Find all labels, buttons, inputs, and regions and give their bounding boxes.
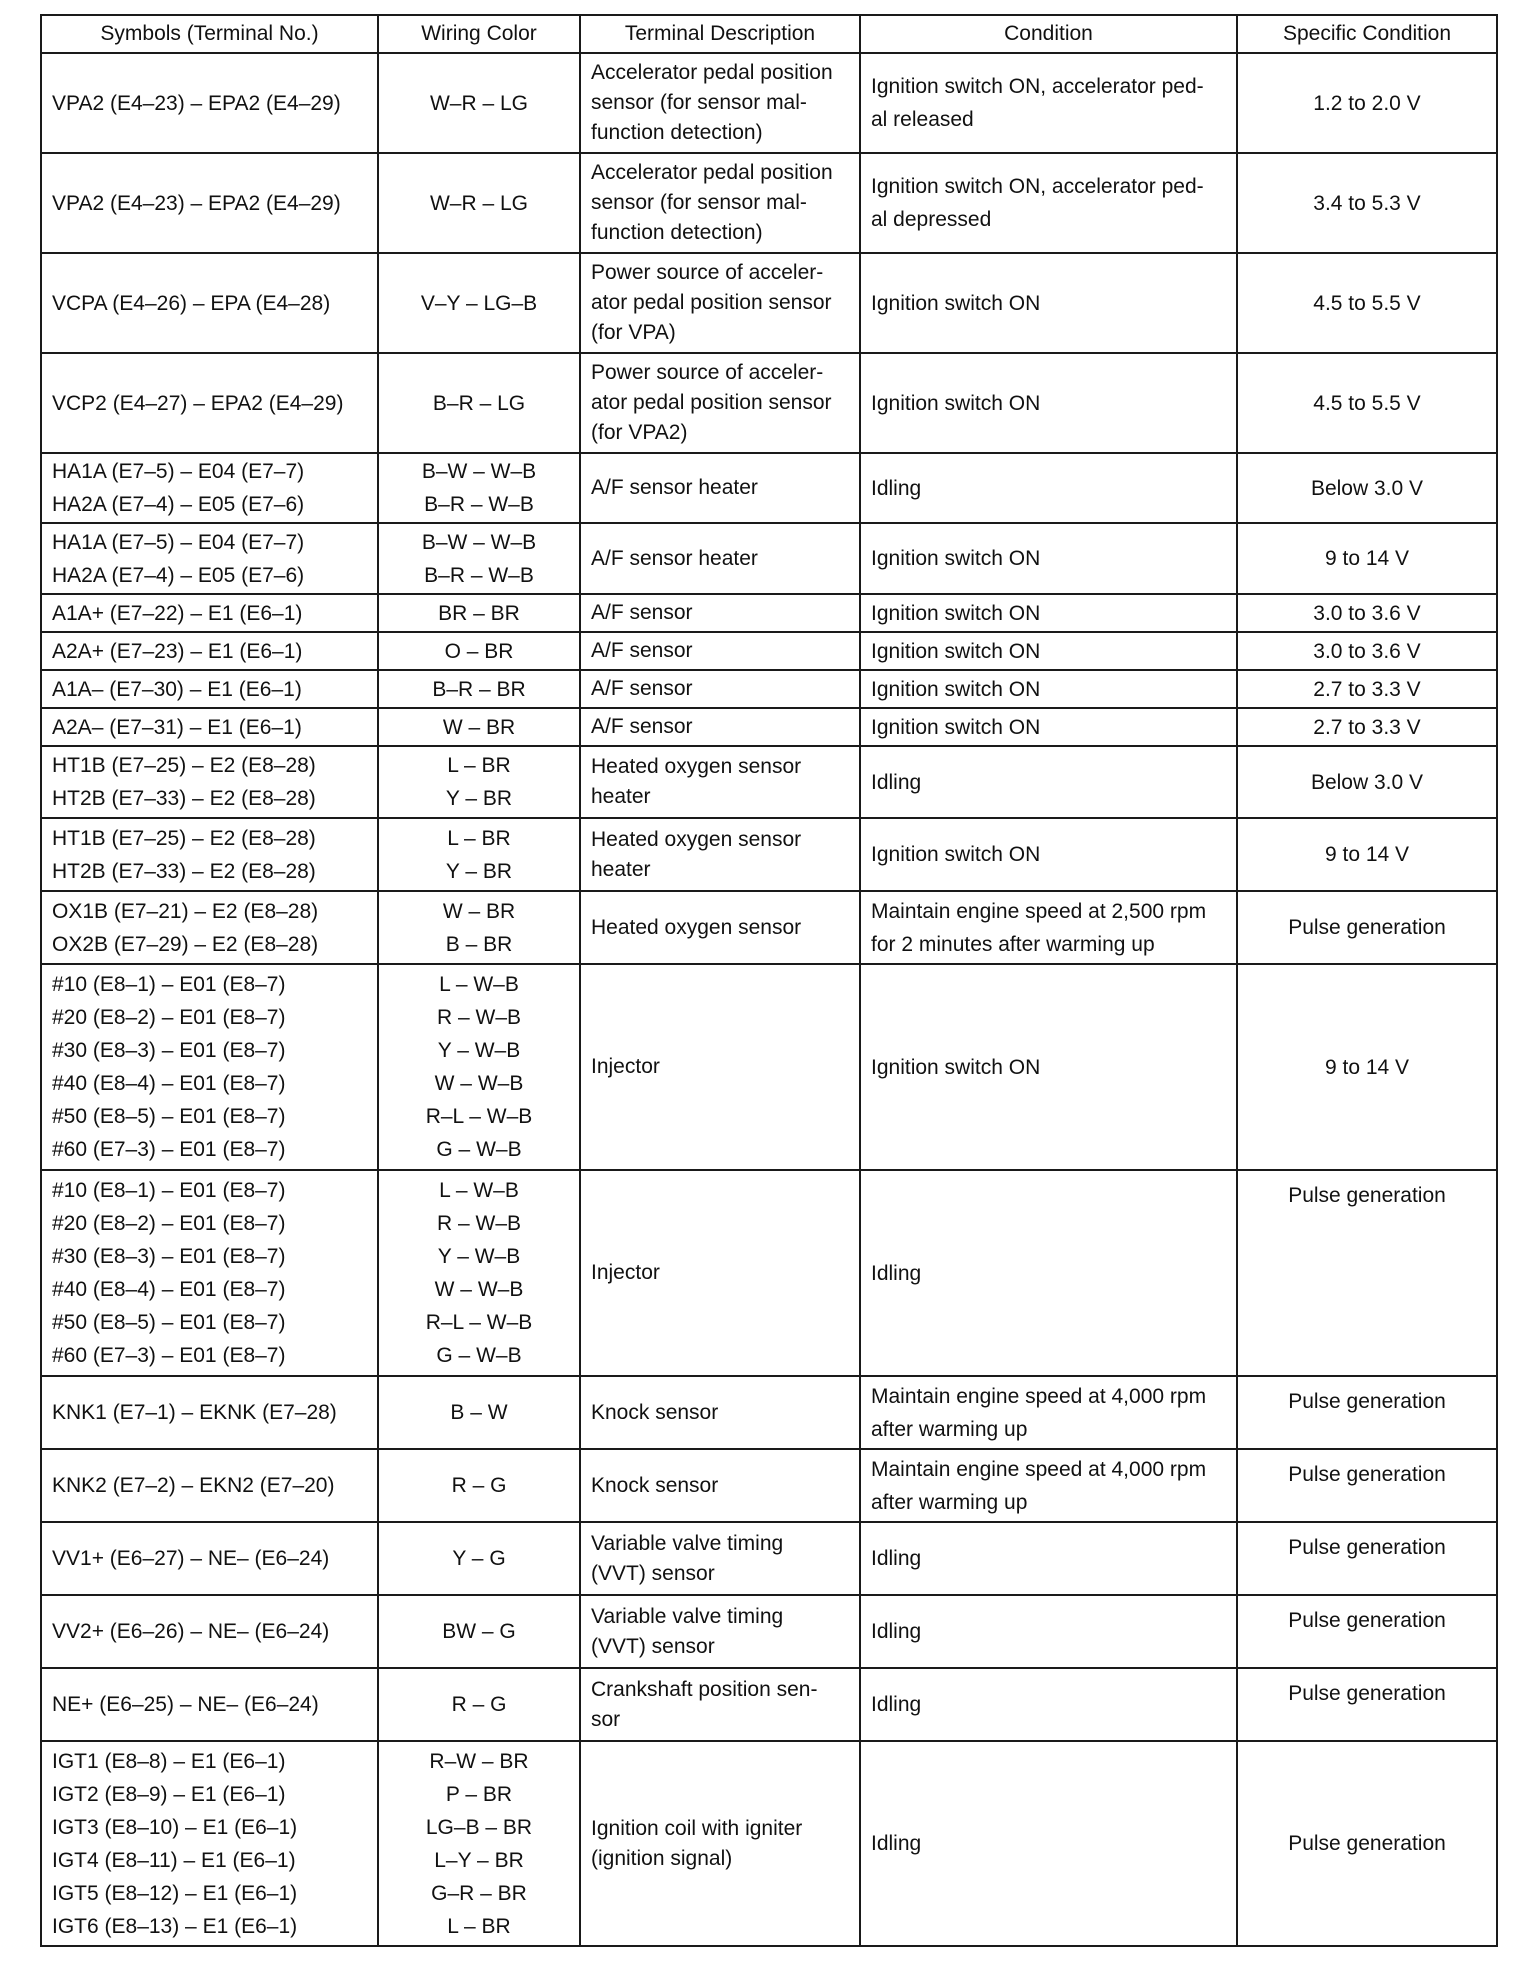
- terminal-description-line: (VVT) sensor: [591, 1561, 715, 1585]
- table-row: [41, 1741, 1497, 1946]
- symbol-line: #50 (E8–5) – E01 (E8–7): [52, 1311, 286, 1334]
- terminal-description-cell: [580, 632, 860, 670]
- wiring-color-cell: [378, 964, 580, 1170]
- terminal-description-line: A/F sensor heater: [591, 476, 758, 499]
- wiring-color-line: B–R – LG: [432, 391, 526, 415]
- specific-condition-line: 3.0 to 3.6 V: [1313, 601, 1421, 625]
- specific-condition-cell: [1237, 891, 1497, 964]
- wiring-color-cell: [378, 1170, 580, 1376]
- condition-cell: [860, 708, 1237, 746]
- specific-condition-cell: [1237, 1668, 1497, 1741]
- header-condition: Condition: [860, 15, 1237, 53]
- table-header-row: [41, 15, 1497, 53]
- symbol-line: HT2B (E7–33) – E2 (E8–28): [52, 859, 316, 883]
- wiring-color-cell: [378, 1449, 580, 1522]
- symbol-line: #20 (E8–2) – E01 (E8–7): [52, 1212, 286, 1235]
- specific-condition-cell: [1237, 1170, 1497, 1376]
- terminal-description-line: function detection): [591, 121, 763, 144]
- symbol-line: #10 (E8–1) – E01 (E8–7): [52, 973, 286, 996]
- wiring-color-line: L – W–B: [439, 1179, 519, 1202]
- symbol-line: IGT3 (E8–10) – E1 (E6–1): [52, 1815, 298, 1839]
- wiring-color-line: LG–B – BR: [425, 1815, 533, 1839]
- wiring-color-cell: [378, 353, 580, 453]
- terminal-description-line: ator pedal position sensor: [591, 391, 832, 414]
- specific-condition-cell: [1237, 53, 1497, 153]
- terminal-description-cell: [580, 708, 860, 746]
- wiring-color-line: B–R – W–B: [424, 493, 534, 516]
- symbol-cell: [41, 1522, 378, 1595]
- specific-condition-cell: [1237, 708, 1497, 746]
- symbol-cell: [41, 670, 378, 708]
- symbol-line: KNK2 (E7–2) – EKN2 (E7–20): [52, 1474, 335, 1497]
- table-row: [41, 746, 1497, 818]
- terminal-description-line: heater: [591, 857, 651, 881]
- condition-cell: [860, 1376, 1237, 1449]
- symbol-line: #50 (E8–5) – E01 (E8–7): [52, 1105, 286, 1128]
- wiring-color-line: Y – G: [452, 1547, 506, 1570]
- table-row: [41, 153, 1497, 253]
- terminal-description-line: Power source of acceler-: [591, 261, 824, 284]
- symbol-cell: [41, 523, 378, 594]
- symbol-cell: [41, 594, 378, 632]
- symbol-cell: [41, 891, 378, 964]
- symbol-cell: [41, 453, 378, 523]
- table-row: [41, 891, 1497, 964]
- specific-condition-cell: [1237, 670, 1497, 708]
- terminal-description-cell: [580, 594, 860, 632]
- symbol-line: KNK1 (E7–1) – EKNK (E7–28): [52, 1401, 337, 1424]
- symbol-line: IGT2 (E8–9) – E1 (E6–1): [52, 1782, 286, 1806]
- table-row: [41, 818, 1497, 891]
- terminal-description-cell: [580, 153, 860, 253]
- condition-line: al released: [871, 108, 974, 131]
- table-row: [41, 1376, 1497, 1449]
- table-body: [41, 53, 1497, 1946]
- condition-cell: [860, 523, 1237, 594]
- symbol-cell: [41, 746, 378, 818]
- condition-cell: [860, 746, 1237, 818]
- terminal-description-line: Injector: [591, 1261, 660, 1284]
- terminal-description-cell: [580, 523, 860, 594]
- terminal-description-line: Crankshaft position sen-: [591, 1677, 818, 1701]
- symbol-line: HA1A (E7–5) – E04 (E7–7): [52, 530, 305, 554]
- symbol-line: A2A– (E7–31) – E1 (E6–1): [52, 715, 302, 739]
- condition-line: Maintain engine speed at 4,000 rpm: [871, 1384, 1207, 1408]
- terminal-description-line: Heated oxygen sensor: [591, 755, 802, 778]
- condition-line: al depressed: [871, 208, 992, 231]
- specific-condition-line: 4.5 to 5.5 V: [1313, 291, 1421, 315]
- condition-cell: [860, 964, 1237, 1170]
- symbol-cell: [41, 1170, 378, 1376]
- specific-condition-cell: [1237, 632, 1497, 670]
- table-row: [41, 53, 1497, 153]
- condition-line: Ignition switch ON: [871, 391, 1041, 415]
- wiring-color-line: BR – BR: [438, 601, 520, 625]
- symbol-line: IGT4 (E8–11) – E1 (E6–1): [52, 1848, 296, 1872]
- wiring-color-line: G – W–B: [436, 1138, 522, 1161]
- condition-line: Ignition switch ON, accelerator ped-: [871, 175, 1204, 198]
- terminal-description-cell: [580, 53, 860, 153]
- wiring-color-line: BW – G: [442, 1620, 516, 1643]
- terminal-description-line: Heated oxygen sensor: [591, 827, 802, 851]
- terminal-table-container: [40, 14, 1496, 1947]
- specific-condition-line: 2.7 to 3.3 V: [1313, 677, 1421, 701]
- wiring-color-line: Y – W–B: [437, 1039, 521, 1062]
- condition-cell: [860, 53, 1237, 153]
- specific-condition-cell: [1237, 1595, 1497, 1668]
- terminal-description-line: (ignition signal): [591, 1846, 733, 1870]
- specific-condition-line: 3.0 to 3.6 V: [1313, 639, 1421, 663]
- wiring-color-cell: [378, 523, 580, 594]
- symbol-line: #30 (E8–3) – E01 (E8–7): [52, 1245, 286, 1268]
- symbol-line: #20 (E8–2) – E01 (E8–7): [52, 1006, 286, 1029]
- specific-condition-line: 9 to 14 V: [1324, 547, 1410, 570]
- symbol-line: HT2B (E7–33) – E2 (E8–28): [52, 787, 316, 810]
- symbol-line: HT1B (E7–25) – E2 (E8–28): [52, 754, 316, 777]
- wiring-color-cell: [378, 1668, 580, 1741]
- terminal-description-cell: [580, 1170, 860, 1376]
- specific-condition-line: Pulse generation: [1288, 916, 1446, 939]
- wiring-color-cell: [378, 818, 580, 891]
- wiring-color-line: R – G: [451, 1474, 507, 1497]
- table-row: [41, 632, 1497, 670]
- specific-condition-line: 1.2 to 2.0 V: [1313, 91, 1421, 115]
- terminal-description-line: sor: [591, 1707, 621, 1731]
- table-row: [41, 594, 1497, 632]
- symbol-line: #40 (E8–4) – E01 (E8–7): [52, 1278, 286, 1301]
- specific-condition-line: Below 3.0 V: [1310, 770, 1424, 794]
- symbol-line: HA1A (E7–5) – E04 (E7–7): [52, 460, 305, 483]
- wiring-color-line: Y – W–B: [437, 1245, 521, 1268]
- condition-cell: [860, 632, 1237, 670]
- wiring-color-line: W – BR: [442, 715, 516, 739]
- condition-cell: [860, 1522, 1237, 1595]
- wiring-color-cell: [378, 1522, 580, 1595]
- condition-cell: [860, 453, 1237, 523]
- wiring-color-cell: [378, 632, 580, 670]
- symbol-cell: [41, 53, 378, 153]
- condition-cell: [860, 1741, 1237, 1946]
- specific-condition-cell: [1237, 1376, 1497, 1449]
- symbol-line: VV1+ (E6–27) – NE– (E6–24): [52, 1547, 330, 1570]
- symbol-cell: [41, 353, 378, 453]
- symbol-cell: [41, 708, 378, 746]
- wiring-color-line: B – W: [450, 1401, 508, 1424]
- symbol-cell: [41, 1595, 378, 1668]
- symbol-line: #40 (E8–4) – E01 (E8–7): [52, 1072, 286, 1095]
- terminal-description-line: Variable valve timing: [591, 1604, 784, 1628]
- specific-condition-cell: [1237, 594, 1497, 632]
- symbol-line: #10 (E8–1) – E01 (E8–7): [52, 1179, 286, 1202]
- condition-cell: [860, 353, 1237, 453]
- specific-condition-cell: [1237, 1522, 1497, 1595]
- specific-condition-line: Pulse generation: [1288, 1536, 1446, 1559]
- specific-condition-line: Below 3.0 V: [1310, 476, 1424, 500]
- header-specific-condition: Specific Condition: [1237, 15, 1497, 53]
- table-row: [41, 1595, 1497, 1668]
- terminal-description-cell: [580, 353, 860, 453]
- wiring-color-line: B–R – W–B: [424, 563, 534, 587]
- symbol-line: A1A+ (E7–22) – E1 (E6–1): [52, 601, 303, 625]
- wiring-color-line: R – W–B: [436, 1006, 522, 1029]
- condition-line: Ignition switch ON, accelerator ped-: [871, 75, 1204, 98]
- terminal-description-line: (for VPA2): [591, 421, 688, 444]
- specific-condition-line: Pulse generation: [1288, 1832, 1446, 1855]
- symbol-cell: [41, 1741, 378, 1946]
- terminal-description-line: (VVT) sensor: [591, 1634, 715, 1658]
- condition-cell: [860, 153, 1237, 253]
- symbol-line: VPA2 (E4–23) – EPA2 (E4–29): [52, 91, 341, 115]
- terminal-description-line: Injector: [591, 1055, 660, 1078]
- terminal-description-line: A/F sensor: [591, 677, 693, 700]
- condition-cell: [860, 253, 1237, 353]
- terminal-description-line: A/F sensor heater: [591, 546, 758, 570]
- wiring-color-line: L – BR: [447, 1914, 511, 1938]
- terminal-description-cell: [580, 964, 860, 1170]
- condition-line: Idling: [871, 1620, 922, 1643]
- symbol-line: OX2B (E7–29) – E2 (E8–28): [52, 932, 319, 956]
- wiring-color-line: W – W–B: [434, 1278, 524, 1301]
- specific-condition-line: 3.4 to 5.3 V: [1313, 191, 1421, 215]
- wiring-color-cell: [378, 453, 580, 523]
- condition-line: Idling: [871, 1693, 922, 1716]
- terminal-description-cell: [580, 1449, 860, 1522]
- terminal-description-line: Knock sensor: [591, 1400, 719, 1424]
- specific-condition-line: 4.5 to 5.5 V: [1313, 391, 1421, 415]
- header-symbols: Symbols (Terminal No.): [41, 15, 378, 53]
- wiring-color-line: L–Y – BR: [434, 1848, 524, 1872]
- table-row: [41, 1668, 1497, 1741]
- terminal-description-cell: [580, 1741, 860, 1946]
- specific-condition-line: Pulse generation: [1288, 1390, 1446, 1413]
- condition-line: Idling: [871, 476, 922, 500]
- symbol-line: VCP2 (E4–27) – EPA2 (E4–29): [52, 391, 344, 415]
- terminal-description-cell: [580, 253, 860, 353]
- symbol-line: IGT6 (E8–13) – E1 (E6–1): [52, 1914, 298, 1938]
- condition-line: Ignition switch ON: [871, 1055, 1041, 1079]
- condition-line: for 2 minutes after warming up: [871, 932, 1155, 956]
- header-wiring-color: Wiring Color: [378, 15, 580, 53]
- wiring-color-cell: [378, 53, 580, 153]
- table-row: [41, 1170, 1497, 1376]
- wiring-color-line: R–W – BR: [429, 1749, 529, 1773]
- condition-cell: [860, 1595, 1237, 1668]
- terminal-description-line: Accelerator pedal position: [591, 61, 833, 84]
- symbol-cell: [41, 1668, 378, 1741]
- terminal-description-cell: [580, 1668, 860, 1741]
- wiring-color-line: R – W–B: [436, 1212, 522, 1235]
- wiring-color-line: B–W – W–B: [421, 530, 537, 554]
- condition-line: Ignition switch ON: [871, 601, 1041, 625]
- wiring-color-line: R–L – W–B: [425, 1311, 533, 1334]
- terminal-description-line: Knock sensor: [591, 1473, 719, 1497]
- condition-line: after warming up: [871, 1490, 1028, 1514]
- condition-cell: [860, 1170, 1237, 1376]
- wiring-color-line: L – W–B: [439, 973, 519, 996]
- condition-line: Ignition switch ON: [871, 547, 1041, 570]
- symbol-line: NE+ (E6–25) – NE– (E6–24): [52, 1693, 319, 1716]
- condition-cell: [860, 670, 1237, 708]
- condition-line: Idling: [871, 1261, 922, 1285]
- terminal-description-cell: [580, 1376, 860, 1449]
- terminal-description-line: heater: [591, 785, 651, 808]
- condition-line: Ignition switch ON: [871, 291, 1041, 315]
- condition-line: Ignition switch ON: [871, 677, 1041, 701]
- wiring-color-line: G–R – BR: [431, 1881, 527, 1905]
- specific-condition-cell: [1237, 153, 1497, 253]
- symbol-line: #30 (E8–3) – E01 (E8–7): [52, 1039, 286, 1062]
- wiring-color-line: L – BR: [447, 826, 511, 850]
- wiring-color-line: P – BR: [445, 1782, 513, 1806]
- specific-condition-cell: [1237, 746, 1497, 818]
- terminal-description-cell: [580, 453, 860, 523]
- symbol-line: HA2A (E7–4) – E05 (E7–6): [52, 563, 305, 587]
- wiring-color-line: B – BR: [445, 932, 513, 956]
- terminal-description-cell: [580, 1522, 860, 1595]
- wiring-color-line: Y – BR: [445, 787, 513, 810]
- terminal-description-line: Variable valve timing: [591, 1531, 784, 1555]
- wiring-color-cell: [378, 891, 580, 964]
- wiring-color-line: R–L – W–B: [425, 1105, 533, 1128]
- condition-line: Idling: [871, 770, 922, 794]
- wiring-color-line: W–R – LG: [429, 191, 529, 215]
- symbol-cell: [41, 153, 378, 253]
- specific-condition-line: Pulse generation: [1288, 1609, 1446, 1632]
- table-row: [41, 964, 1497, 1170]
- wiring-color-cell: [378, 746, 580, 818]
- terminal-description-line: Power source of acceler-: [591, 361, 824, 384]
- terminal-description-line: A/F sensor: [591, 639, 693, 662]
- wiring-color-line: R – G: [451, 1693, 507, 1716]
- symbol-cell: [41, 818, 378, 891]
- terminal-description-cell: [580, 891, 860, 964]
- condition-line: Idling: [871, 1832, 922, 1855]
- table-row: [41, 1449, 1497, 1522]
- wiring-color-cell: [378, 253, 580, 353]
- symbol-cell: [41, 632, 378, 670]
- specific-condition-cell: [1237, 523, 1497, 594]
- specific-condition-line: 2.7 to 3.3 V: [1313, 715, 1421, 739]
- table-row: [41, 708, 1497, 746]
- wiring-color-line: O – BR: [444, 639, 514, 663]
- table-row: [41, 1522, 1497, 1595]
- specific-condition-cell: [1237, 964, 1497, 1170]
- terminal-description-cell: [580, 1595, 860, 1668]
- condition-line: after warming up: [871, 1417, 1028, 1441]
- condition-cell: [860, 594, 1237, 632]
- symbol-line: #60 (E7–3) – E01 (E8–7): [52, 1344, 286, 1367]
- wiring-color-line: V–Y – LG–B: [420, 291, 538, 315]
- specific-condition-cell: [1237, 1449, 1497, 1522]
- condition-line: Ignition switch ON: [871, 715, 1041, 739]
- table-row: [41, 670, 1497, 708]
- symbol-cell: [41, 964, 378, 1170]
- condition-cell: [860, 891, 1237, 964]
- terminal-description-line: Ignition coil with igniter: [591, 1816, 803, 1840]
- wiring-color-line: W–R – LG: [429, 91, 529, 115]
- symbol-line: A2A+ (E7–23) – E1 (E6–1): [52, 639, 303, 663]
- terminal-description-cell: [580, 670, 860, 708]
- symbol-cell: [41, 1376, 378, 1449]
- wiring-color-cell: [378, 708, 580, 746]
- condition-line: Maintain engine speed at 2,500 rpm: [871, 899, 1207, 923]
- terminal-description-cell: [580, 818, 860, 891]
- terminal-description-cell: [580, 746, 860, 818]
- ecm-terminal-table: [40, 14, 1498, 1947]
- wiring-color-line: L – BR: [447, 754, 511, 777]
- specific-condition-cell: [1237, 353, 1497, 453]
- wiring-color-cell: [378, 153, 580, 253]
- condition-cell: [860, 1449, 1237, 1522]
- specific-condition-cell: [1237, 453, 1497, 523]
- wiring-color-cell: [378, 1376, 580, 1449]
- terminal-description-line: (for VPA): [591, 321, 676, 344]
- specific-condition-cell: [1237, 818, 1497, 891]
- specific-condition-line: 9 to 14 V: [1324, 1055, 1410, 1079]
- table-row: [41, 353, 1497, 453]
- symbol-line: VCPA (E4–26) – EPA (E4–28): [52, 291, 331, 315]
- terminal-description-line: sensor (for sensor mal-: [591, 91, 807, 114]
- wiring-color-line: W – W–B: [434, 1072, 524, 1095]
- terminal-description-line: Heated oxygen sensor: [591, 915, 802, 939]
- wiring-color-cell: [378, 1595, 580, 1668]
- condition-cell: [860, 1668, 1237, 1741]
- wiring-color-cell: [378, 1741, 580, 1946]
- table-row: [41, 453, 1497, 523]
- specific-condition-cell: [1237, 1741, 1497, 1946]
- wiring-color-cell: [378, 594, 580, 632]
- symbol-cell: [41, 253, 378, 353]
- symbol-line: VPA2 (E4–23) – EPA2 (E4–29): [52, 191, 341, 215]
- wiring-color-line: Y – BR: [445, 859, 513, 883]
- specific-condition-line: Pulse generation: [1288, 1682, 1446, 1705]
- symbol-line: HT1B (E7–25) – E2 (E8–28): [52, 826, 316, 850]
- specific-condition-line: Pulse generation: [1288, 1184, 1446, 1207]
- symbol-line: A1A– (E7–30) – E1 (E6–1): [52, 677, 302, 701]
- terminal-description-line: sensor (for sensor mal-: [591, 191, 807, 214]
- symbol-cell: [41, 1449, 378, 1522]
- terminal-description-line: function detection): [591, 221, 763, 244]
- terminal-description-line: A/F sensor: [591, 715, 693, 738]
- symbol-line: VV2+ (E6–26) – NE– (E6–24): [52, 1620, 330, 1643]
- wiring-color-line: B–W – W–B: [421, 460, 537, 483]
- table-row: [41, 253, 1497, 353]
- condition-line: Maintain engine speed at 4,000 rpm: [871, 1457, 1207, 1481]
- condition-line: Idling: [871, 1547, 922, 1570]
- terminal-description-line: A/F sensor: [591, 601, 693, 624]
- wiring-color-cell: [378, 670, 580, 708]
- specific-condition-line: 9 to 14 V: [1324, 843, 1410, 866]
- wiring-color-line: W – BR: [442, 899, 516, 923]
- terminal-description-line: Accelerator pedal position: [591, 161, 833, 184]
- symbol-line: #60 (E7–3) – E01 (E8–7): [52, 1138, 286, 1161]
- symbol-line: IGT1 (E8–8) – E1 (E6–1): [52, 1749, 286, 1773]
- wiring-color-line: G – W–B: [436, 1344, 522, 1367]
- specific-condition-cell: [1237, 253, 1497, 353]
- specific-condition-line: Pulse generation: [1288, 1463, 1446, 1486]
- condition-cell: [860, 818, 1237, 891]
- symbol-line: HA2A (E7–4) – E05 (E7–6): [52, 493, 305, 516]
- symbol-line: IGT5 (E8–12) – E1 (E6–1): [52, 1881, 298, 1905]
- table-row: [41, 523, 1497, 594]
- header-terminal-description: Terminal Description: [580, 15, 860, 53]
- symbol-line: OX1B (E7–21) – E2 (E8–28): [52, 899, 319, 923]
- condition-line: Ignition switch ON: [871, 639, 1041, 663]
- wiring-color-line: B–R – BR: [432, 677, 526, 701]
- terminal-description-line: ator pedal position sensor: [591, 291, 832, 314]
- condition-line: Ignition switch ON: [871, 843, 1041, 866]
